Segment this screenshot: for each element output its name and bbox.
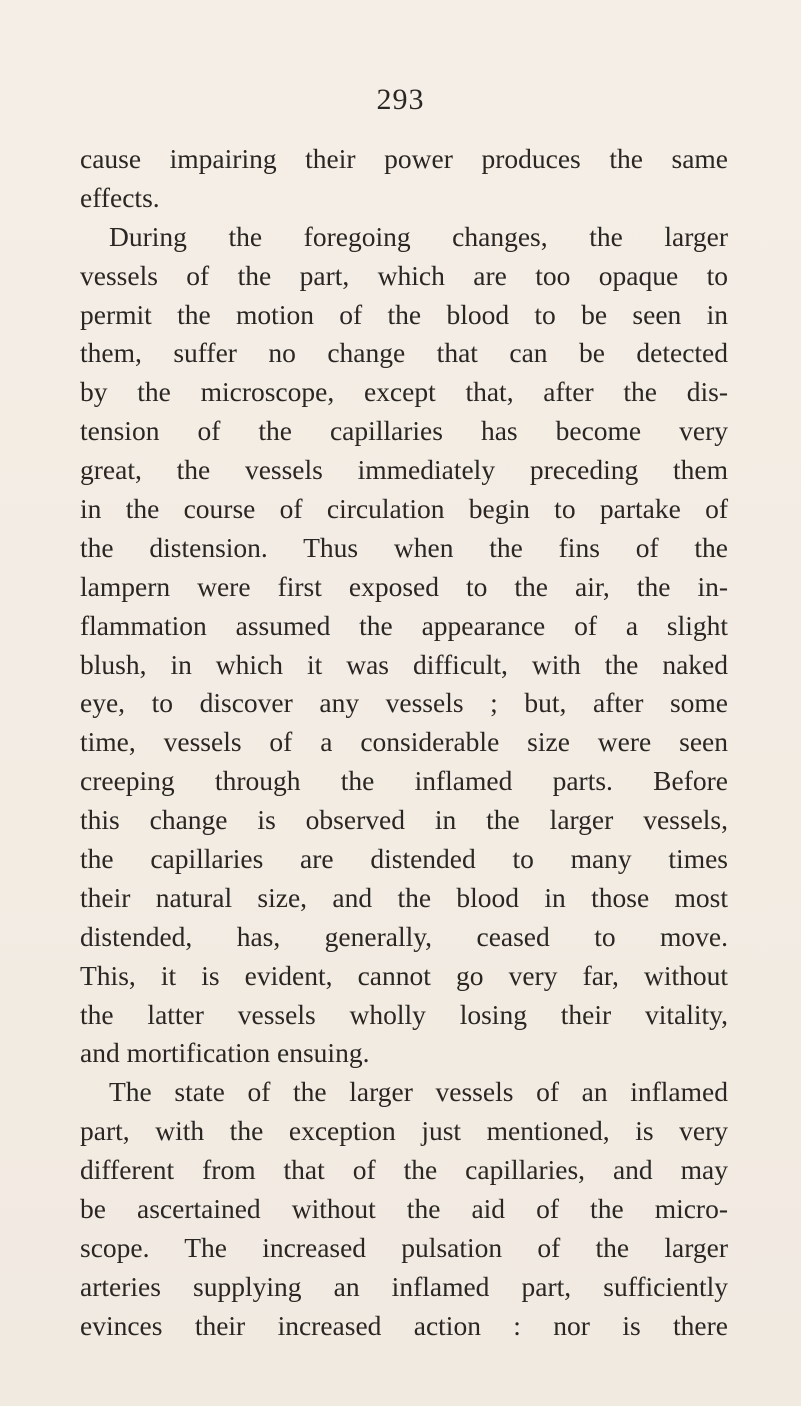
- text-line: different from that of the capillaries, and may: [80, 1154, 728, 1186]
- text-line: this change is observed in the larger vessels,: [80, 804, 728, 836]
- text-line: in the course of circulation begin to partake of: [80, 493, 728, 525]
- text-line: distended, has, generally, ceased to move.: [80, 920, 728, 952]
- text-line: eye, to discover any vessels ; but, after some: [80, 687, 728, 719]
- text-line: time, vessels of a considerable size were seen: [80, 726, 728, 758]
- text-line: blush, in which it was difficult, with the naked: [80, 648, 728, 680]
- text-line: the latter vessels wholly losing their vitality,: [80, 998, 728, 1030]
- text-line: scope. The increased pulsation of the larger: [80, 1231, 728, 1263]
- text-line: be ascertained without the aid of the micro-: [80, 1193, 728, 1225]
- text-line: tension of the capillaries has become very: [80, 415, 728, 447]
- text-line: lampern were first exposed to the air, the in-: [80, 570, 728, 602]
- body-text: [80, 140, 728, 1346]
- text-line: the distension. Thus when the fins of the: [80, 531, 728, 563]
- text-line: part, with the exception just mentioned, is very: [80, 1115, 728, 1147]
- text-line: their natural size, and the blood in those most: [80, 881, 728, 913]
- text-line: the capillaries are distended to many times: [80, 843, 728, 875]
- text-line: effects.: [80, 181, 160, 213]
- text-line: cause impairing their power produces the same: [80, 143, 728, 174]
- text-line: This, it is evident, cannot go very far, without: [80, 959, 728, 991]
- text-line: evinces their increased action : nor is there: [80, 1309, 728, 1341]
- text-line: them, suffer no change that can be detected: [80, 337, 728, 369]
- text-line: great, the vessels immediately preceding them: [80, 454, 728, 486]
- text-line: flammation assumed the appearance of a slight: [80, 609, 728, 641]
- text-line: creeping through the inflamed parts. Before: [80, 765, 728, 797]
- page-number: 293: [376, 83, 425, 116]
- text-line: and mortification ensuing.: [80, 1037, 370, 1069]
- text-line: vessels of the part, which are too opaque to: [80, 259, 728, 291]
- text-line: During the foregoing changes, the larger: [109, 220, 728, 252]
- text-line: The state of the larger vessels of an inflamed: [109, 1076, 728, 1108]
- text-line: by the microscope, except that, after the dis-: [80, 376, 728, 408]
- text-line: arteries supplying an inflamed part, sufficiently: [80, 1270, 728, 1302]
- text-line: permit the motion of the blood to be seen in: [80, 298, 728, 330]
